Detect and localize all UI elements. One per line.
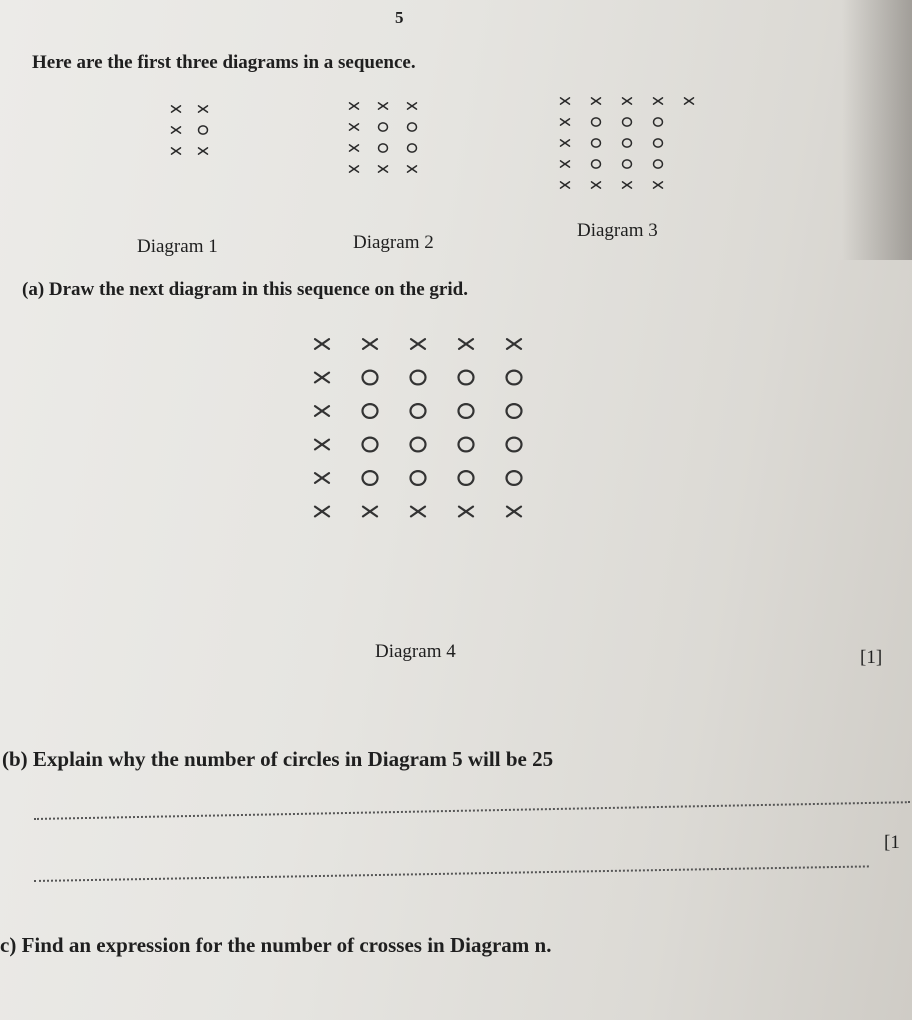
circle-mark bbox=[408, 123, 417, 131]
cross-mark bbox=[685, 98, 694, 104]
cross-mark bbox=[315, 406, 329, 416]
circle-mark bbox=[507, 404, 522, 418]
cross-mark bbox=[408, 103, 417, 109]
cross-mark bbox=[654, 98, 663, 104]
cross-mark bbox=[199, 106, 208, 112]
cross-mark bbox=[623, 98, 632, 104]
diagram-3-label: Diagram 3 bbox=[577, 220, 658, 241]
page-number: 5 bbox=[395, 8, 404, 27]
question-b-mark: [1 bbox=[884, 832, 900, 853]
cross-mark bbox=[199, 148, 208, 154]
circle-mark bbox=[408, 144, 417, 152]
cross-mark bbox=[623, 182, 632, 188]
question-a-mark: [1] bbox=[860, 647, 883, 668]
cross-mark bbox=[315, 507, 329, 517]
circle-mark bbox=[363, 371, 378, 385]
cross-mark bbox=[411, 339, 425, 349]
cross-mark bbox=[654, 182, 663, 188]
circle-mark bbox=[379, 144, 388, 152]
diagram-4-handwritten-pattern bbox=[315, 339, 522, 516]
circle-mark bbox=[507, 438, 522, 452]
circle-mark bbox=[379, 123, 388, 131]
circle-mark bbox=[654, 118, 663, 126]
circle-mark bbox=[459, 471, 474, 485]
cross-mark bbox=[592, 182, 601, 188]
cross-mark bbox=[172, 148, 181, 154]
circle-mark bbox=[507, 371, 522, 385]
cross-mark bbox=[379, 166, 388, 172]
diagram-4-label: Diagram 4 bbox=[375, 641, 456, 662]
circle-mark bbox=[507, 471, 522, 485]
cross-mark bbox=[561, 119, 570, 125]
cross-mark bbox=[379, 103, 388, 109]
cross-mark bbox=[172, 106, 181, 112]
diagram-3-pattern bbox=[561, 98, 694, 188]
circle-mark bbox=[592, 160, 601, 168]
circle-mark bbox=[363, 404, 378, 418]
cross-mark bbox=[172, 127, 181, 133]
cross-mark bbox=[315, 440, 329, 450]
cross-mark bbox=[459, 339, 473, 349]
cross-mark bbox=[561, 140, 570, 146]
circle-mark bbox=[459, 438, 474, 452]
circle-mark bbox=[592, 118, 601, 126]
question-a: (a) Draw the next diagram in this sequence on the grid. bbox=[22, 279, 468, 300]
cross-mark bbox=[592, 98, 601, 104]
circle-mark bbox=[654, 139, 663, 147]
circle-mark bbox=[459, 371, 474, 385]
circle-mark bbox=[411, 404, 426, 418]
circle-mark bbox=[459, 404, 474, 418]
circle-mark bbox=[623, 160, 632, 168]
diagram-2-label: Diagram 2 bbox=[353, 232, 434, 253]
circle-mark bbox=[654, 160, 663, 168]
diagram-1-pattern bbox=[172, 106, 208, 154]
cross-mark bbox=[411, 507, 425, 517]
circle-mark bbox=[411, 371, 426, 385]
cross-mark bbox=[315, 373, 329, 383]
cross-mark bbox=[350, 145, 359, 151]
cross-mark bbox=[315, 473, 329, 483]
circle-mark bbox=[623, 139, 632, 147]
question-c: c) Find an expression for the number of crosses in Diagram n. bbox=[0, 933, 552, 957]
cross-mark bbox=[507, 507, 521, 517]
circle-mark bbox=[199, 126, 208, 134]
diagram-2-pattern bbox=[350, 103, 417, 172]
circle-mark bbox=[623, 118, 632, 126]
cross-mark bbox=[350, 103, 359, 109]
circle-mark bbox=[592, 139, 601, 147]
cross-mark bbox=[408, 166, 417, 172]
circle-mark bbox=[363, 438, 378, 452]
cross-mark bbox=[350, 166, 359, 172]
cross-mark bbox=[459, 507, 473, 517]
cross-mark bbox=[315, 339, 329, 349]
cross-mark bbox=[507, 339, 521, 349]
question-b: (b) Explain why the number of circles in Diagram 5 will be 25 bbox=[2, 747, 554, 771]
cross-mark bbox=[561, 161, 570, 167]
circle-mark bbox=[411, 471, 426, 485]
cross-mark bbox=[363, 339, 377, 349]
diagram-1-label: Diagram 1 bbox=[137, 236, 218, 257]
circle-mark bbox=[411, 438, 426, 452]
cross-mark bbox=[363, 507, 377, 517]
cross-mark bbox=[561, 98, 570, 104]
cross-mark bbox=[561, 182, 570, 188]
circle-mark bbox=[363, 471, 378, 485]
cross-mark bbox=[350, 124, 359, 130]
intro-text: Here are the first three diagrams in a sequence. bbox=[32, 52, 416, 73]
